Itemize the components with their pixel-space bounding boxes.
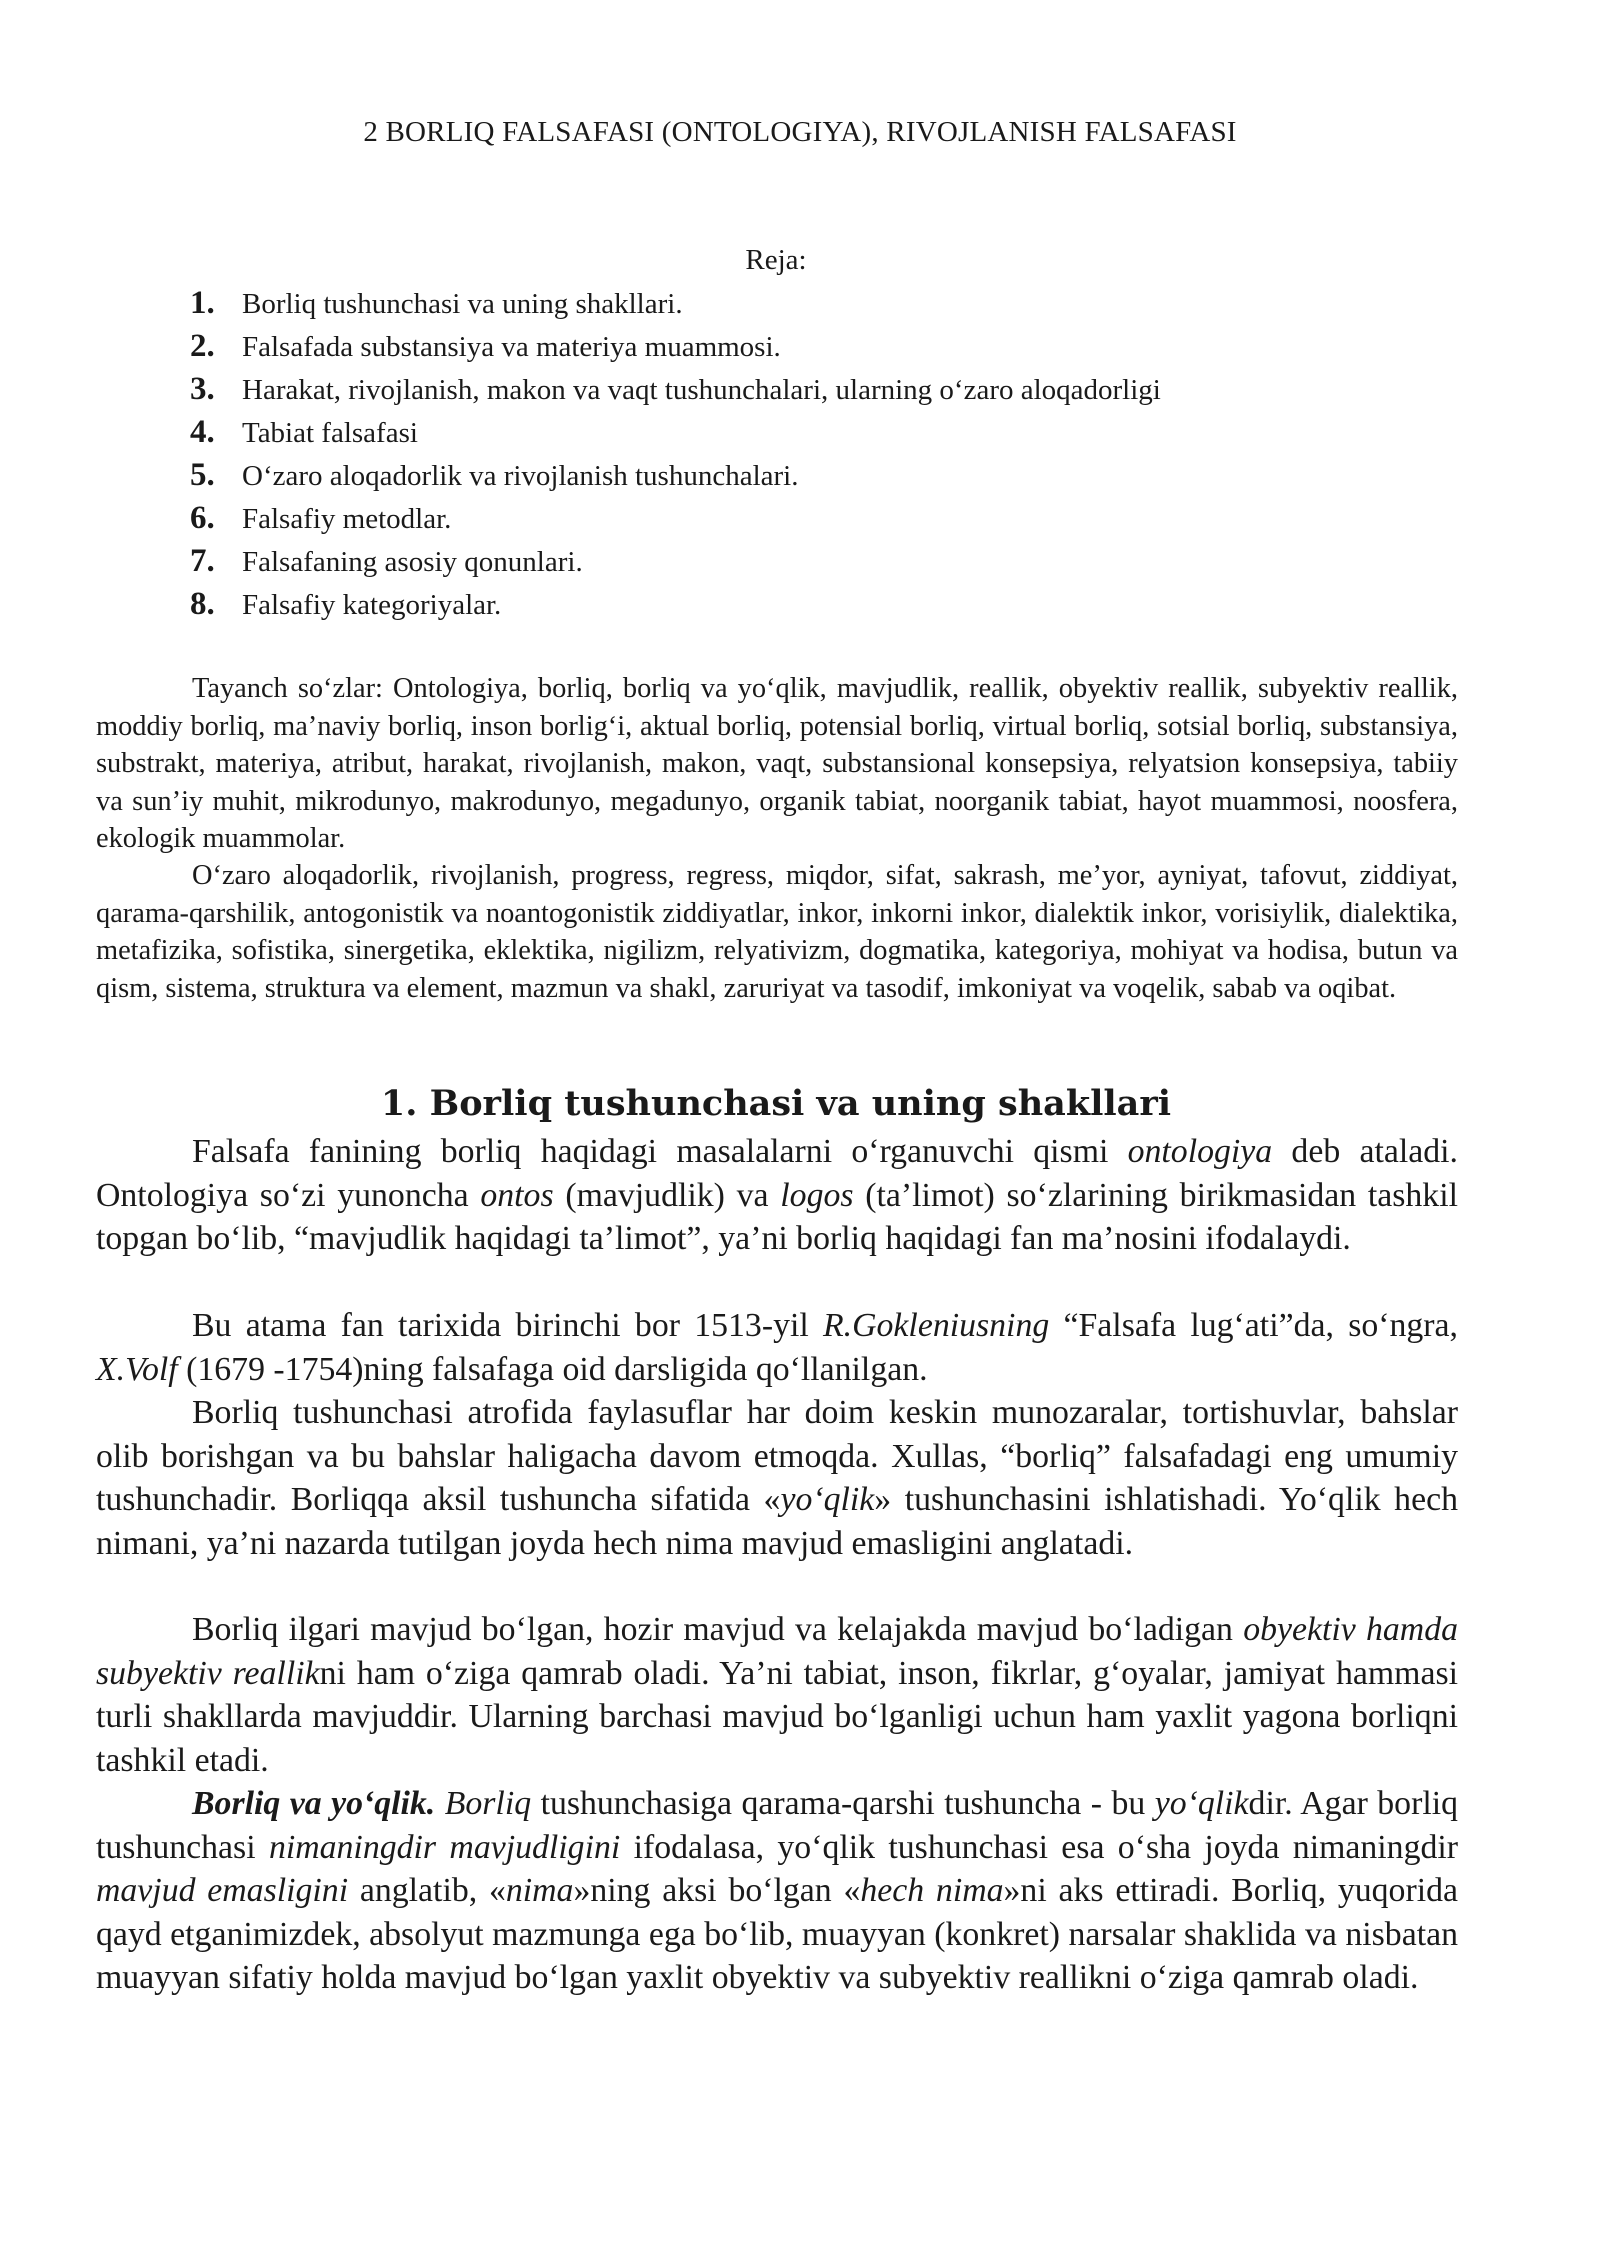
term-italic: hech nima <box>860 1872 1004 1909</box>
term-italic: ontologiya <box>1127 1133 1273 1170</box>
body-paragraph-5 <box>96 1782 1458 2000</box>
text-run: (mavjudlik) va <box>553 1176 781 1214</box>
text-run: (1679 -1754)ning falsafaga oid darsligida qo‘llanilgan. <box>177 1350 928 1388</box>
plan-item-text: Harakat, rivojlanish, makon va vaqt tushunchalari, ularning o‘zaro aloqadorligi <box>242 374 1161 406</box>
plan-item-number: 2. <box>190 328 215 364</box>
text-run: (ta’limot) so‘zlarining birikmasidan tashkil topgan bo‘lib, “mavjudlik haqidagi ta’limot”, ya’ni borliq haqidagi fan ma’nosini ifodalaydi. <box>96 1176 1458 1257</box>
plan-item <box>190 497 1440 540</box>
text-run: deb ataladi. Ontologiya so‘zi yunoncha <box>96 1133 1458 1214</box>
plan-item <box>190 282 1440 325</box>
subheading-bold-italic: Borliq va yo‘qlik. <box>192 1785 436 1822</box>
text-run: Borliq ilgari mavjud bo‘lgan, hozir mavjud va kelajakda mavjud bo‘ladigan <box>192 1611 1244 1648</box>
plan-item-number: 6. <box>190 500 215 536</box>
text-run: ifodalasa, yo‘qlik tushunchasi esa o‘sha joyda nimaningdir <box>620 1828 1459 1866</box>
plan-item <box>190 583 1440 626</box>
term-italic: obyektiv hamda subyektiv reallik <box>96 1611 1458 1692</box>
term-italic: logos <box>780 1176 854 1214</box>
plan-item <box>190 325 1440 368</box>
plan-item <box>190 368 1440 411</box>
text-run <box>435 1785 444 1822</box>
text-run: » tushunchasini ishlatishadi. Yo‘qlik hech nimani, ya’ni nazarda tutilgan joyda hech nima mavjud emasligini anglatadi. <box>96 1481 1458 1562</box>
plan-list <box>190 282 1440 626</box>
text-run: “Falsafa lug‘ati”da, so‘ngra, <box>1049 1307 1459 1344</box>
plan-item-number: 5. <box>190 457 215 493</box>
plan-item-text: Falsafada substansiya va materiya muammosi. <box>242 331 781 363</box>
term-italic: nimaningdir mavjudligini <box>268 1828 621 1866</box>
plan-item-text: Borliq tushunchasi va uning shakllari. <box>242 288 683 320</box>
plan-item-text: Tabiat falsafasi <box>242 417 418 449</box>
text-run: »ning aksi bo‘lgan « <box>573 1872 861 1909</box>
body-paragraph-2 <box>96 1304 1458 1391</box>
text-run: tushunchasiga qarama-qarshi tushuncha - bu <box>531 1785 1155 1822</box>
section-title: 1. Borliq tushunchasi va uning shakllari <box>380 1083 1172 1124</box>
term-italic: yo‘qlik <box>780 1481 875 1518</box>
plan-item-text: Falsafaning asosiy qonunlari. <box>242 546 583 578</box>
term-italic: nima <box>505 1872 574 1909</box>
keywords-paragraph: Tayanch so‘zlar: Ontologiya, borliq, borliq va yo‘qlik, mavjudlik, reallik, obyektiv reallik, subyektiv reallik, moddiy borliq, ma’naviy borliq, inson borlig‘i, aktual borliq, potensial borliq, virtual borliq, sotsial borliq, substansiya, substrakt, materiya, atribut, harakat, rivojlanish, makon, vaqt, substansional konsepsiya, relyatsion konsepsiya, tabiiy va sun’iy muhit, mikrodunyo, makrodunyo, megadunyo, organik tabiat, noorganik tabiat, hayot muammosi, noosfera, ekologik muammolar. <box>96 673 1458 854</box>
keywords-paragraph-2: O‘zaro aloqadorlik, rivojlanish, progress, regress, miqdor, sifat, sakrash, me’yor, ayniyat, tafovut, ziddiyat, qarama-qarshilik, antogonistik va noantogonistik ziddiyatlar, inkor, inkorni inkor, dialektik inkor, vorisiylik, dialektika, metafizika, sofistika, sinergetika, eklektika, nigilizm, relyativizm, dogmatika, kategoriya, mohiyat va hodisa, butun va qism, sistema, struktura va element, mazmun va shakl, zaruriyat va tasodif, imkoniyat va voqelik, sabab va oqibat. <box>96 860 1458 1004</box>
term-italic: R.Gokleniusning <box>823 1307 1050 1344</box>
plan-item-text: O‘zaro aloqadorlik va rivojlanish tushunchalari. <box>242 460 799 492</box>
text-run: Bu atama fan tarixida birinchi bor 1513-yil <box>192 1307 824 1344</box>
body-paragraph-1 <box>96 1130 1458 1261</box>
plan-item-text: Falsafiy kategoriyalar. <box>242 589 502 621</box>
plan-item <box>190 540 1440 583</box>
text-run: ni ham o‘ziga qamrab oladi. Ya’ni tabiat, inson, fikrlar, g‘oyalar, jamiyat hammasi turli shakllarda mavjuddir. Ularning barchasi mavjud bo‘lganligi uchun ham yaxlit yagona borliqni tashkil etadi. <box>96 1654 1458 1779</box>
plan-item-number: 4. <box>190 414 215 450</box>
plan-heading: Reja: <box>745 244 807 276</box>
document-title: 2 BORLIQ FALSAFASI (ONTOLOGIYA), RIVOJLANISH FALSAFASI <box>363 116 1237 148</box>
plan-item <box>190 454 1440 497</box>
term-italic: ontos <box>480 1176 554 1214</box>
text-run: Falsafa fanining borliq haqidagi masalalarni o‘rganuvchi qismi <box>192 1133 1128 1170</box>
term-italic: yo‘qlik <box>1154 1785 1249 1822</box>
body-paragraph-4 <box>96 1608 1458 1782</box>
plan-item <box>190 411 1440 454</box>
plan-item-number: 1. <box>190 285 215 321</box>
text-run: Borliq tushunchasi atrofida faylasuflar har doim keskin munozaralar, tortishuvlar, bahslar olib borishgan va bu bahslar haligacha davom etmoqda. Xullas, “borliq” falsafadagi eng umumiy tushunchadir. Borliqqa aksil tushuncha sifatida « <box>96 1394 1458 1518</box>
term-italic: mavjud emasligini <box>96 1872 349 1909</box>
plan-item-number: 3. <box>190 371 215 407</box>
text-run: anglatib, « <box>348 1872 506 1909</box>
text-run: »ni aks ettiradi. Borliq, yuqorida qayd etganimizdek, absolyut mazmunga ega bo‘lib, muayyan (konkret) narsalar shaklida va nisbatan muayyan sifatiy holda mavjud bo‘lgan yaxlit obyektiv va subyektiv reallikni o‘ziga qamrab oladi. <box>96 1872 1458 1996</box>
plan-item-number: 8. <box>190 586 215 622</box>
plan-item-number: 7. <box>190 543 215 579</box>
plan-item-text: Falsafiy metodlar. <box>242 503 452 535</box>
text-run: dir. Agar borliq tushunchasi <box>96 1785 1459 1866</box>
body-paragraph-3 <box>96 1391 1458 1565</box>
term-italic: Borliq <box>444 1785 532 1822</box>
term-italic: X.Volf <box>96 1350 178 1388</box>
